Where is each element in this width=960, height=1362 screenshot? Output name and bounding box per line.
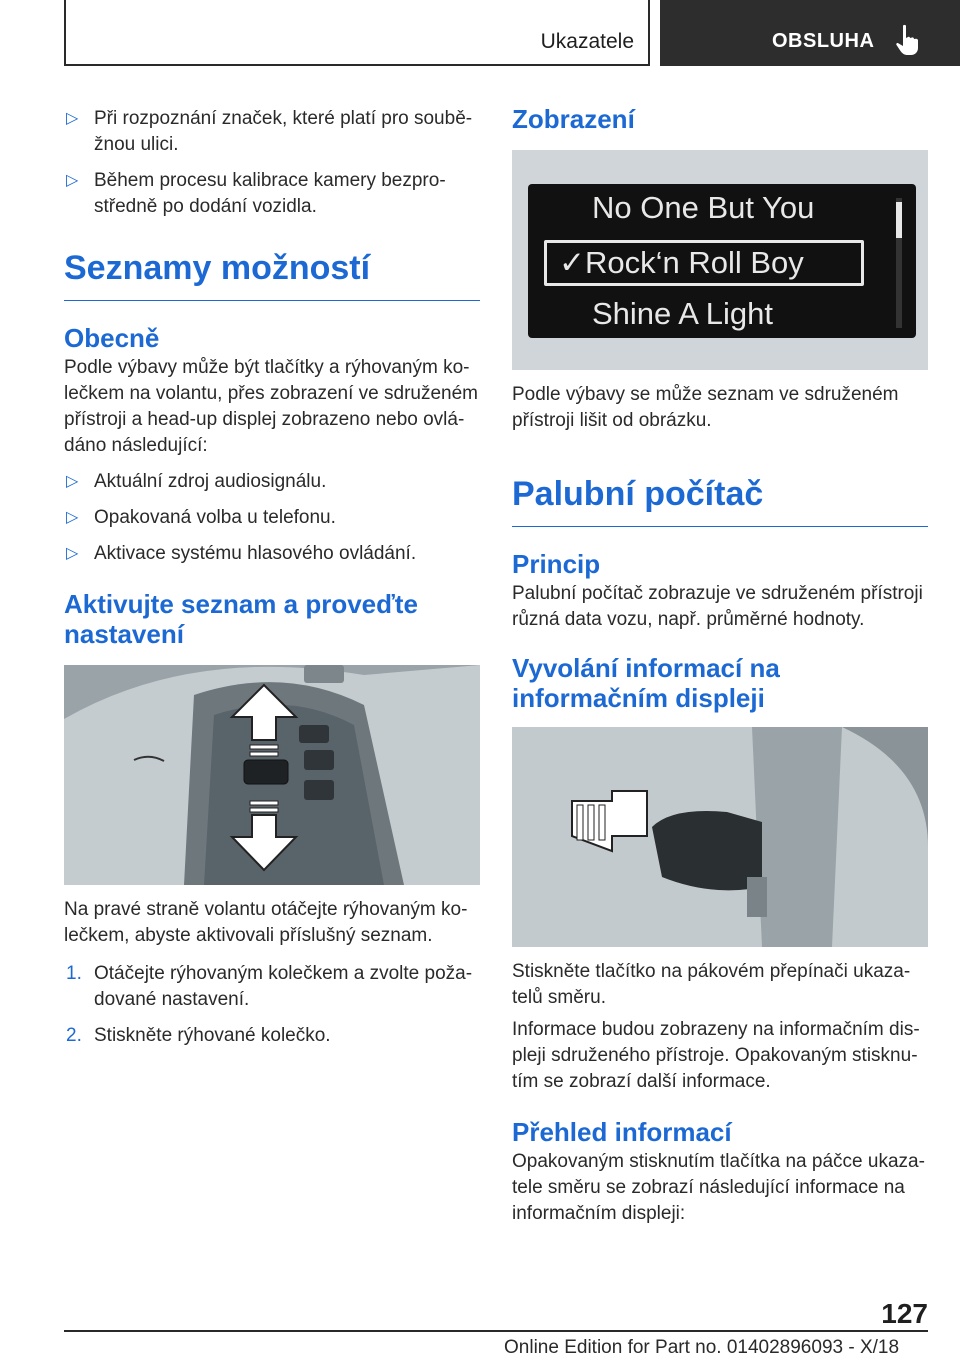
triangle-bullet-icon: ▷ (66, 473, 79, 490)
list-item: ▷ Aktuální zdroj audiosignálu. (64, 469, 480, 495)
top-bullet-list (64, 106, 480, 220)
overview-paragraph: Opakovaným stisknutím tlačítka na páčce ukazatele směru se zobrazí následující informace na informačním displeji: (512, 1151, 925, 1224)
display-item-3: Shine A Light (592, 296, 773, 331)
heading-activate-list: Aktivujte seznam a proveďte nastavení (64, 589, 418, 649)
chapter-title: Ukazatele (540, 30, 634, 53)
call-paragraph-2: Informace budou zobrazeny na informačním displeji sdruženého přístroje. Opakovaným stisknutím se zobrazí další informace. (512, 1019, 920, 1092)
footer-divider (64, 1330, 928, 1332)
footer-edition: Online Edition for Part no. 01402896093 - X/18 (504, 1337, 900, 1358)
heading-general: Obecně (64, 323, 160, 353)
general-paragraph: Podle výbavy může být tlačítky a rýhovaným kolečkem na volantu, přes zobrazení ve sdruženém přístroji a head-up displej zobrazeno nebo ovládáno následující: (64, 357, 478, 456)
heading-display: Zobrazení (512, 104, 635, 134)
turn-signal-illustration (512, 727, 928, 947)
section-title: OBSLUHA (772, 30, 875, 52)
list-item: 2. Stiskněte rýhované kolečko. (66, 1025, 331, 1046)
triangle-bullet-icon: ▷ (66, 172, 79, 189)
left-column (64, 100, 480, 1059)
hand-pointer-icon (894, 24, 922, 56)
steering-wheel-figure (64, 665, 480, 885)
heading-onboard-computer: Palubní počítač (512, 474, 928, 527)
triangle-bullet-icon: ▷ (66, 545, 79, 562)
display-item-selected: ✓Rock‘n Roll Boy (544, 240, 864, 286)
header-chapter-box (64, 0, 650, 66)
display-screen (528, 184, 916, 338)
list-item: ▷ Opakovaná volba u telefonu. (64, 505, 480, 531)
principle-paragraph: Palubní počítač zobrazuje ve sdruženém přístroji různá data vozu, např. průměrné hodnoty. (512, 583, 923, 630)
header-section-box (660, 0, 960, 66)
right-column (512, 100, 928, 1233)
list-item: 1. Otáčejte rýhovaným kolečkem a zvolte požadované nastavení. (66, 963, 473, 1010)
heading-options-lists: Seznamy možností (64, 248, 480, 301)
heading-principle: Princip (512, 549, 601, 579)
steps-list (64, 961, 480, 1049)
general-bullet-list (64, 469, 480, 567)
triangle-bullet-icon: ▷ (66, 509, 79, 526)
display-item-1: No One But You (592, 190, 815, 225)
list-item: ▷ Aktivace systému hlasového ovládání. (64, 541, 480, 567)
triangle-bullet-icon: ▷ (66, 110, 79, 127)
heading-info-overview: Přehled informací (512, 1117, 732, 1147)
list-item: ▷ Během procesu kalibrace kamery bezprostředně po dodání vozidla. (66, 170, 446, 217)
call-paragraph-1: Stiskněte tlačítko na pákovém přepínači ukazatelů směru. (512, 961, 911, 1008)
wheel-caption: Na pravé straně volantu otáčejte rýhovaným kolečkem, abyste aktivovali příslušný seznam. (64, 899, 468, 946)
page-number: 127 (881, 1298, 928, 1329)
turn-signal-figure (512, 727, 928, 947)
scrollbar (896, 198, 902, 328)
steering-wheel-illustration (64, 665, 480, 885)
display-list-figure (512, 150, 928, 370)
heading-call-info: Vyvolání informací na informačním displeji (512, 653, 780, 713)
display-caption: Podle výbavy se může seznam ve sdruženém přístroji lišit od obrázku. (512, 384, 899, 431)
list-item: ▷ Při rozpoznání značek, které platí pro souběžnou ulici. (66, 108, 473, 155)
